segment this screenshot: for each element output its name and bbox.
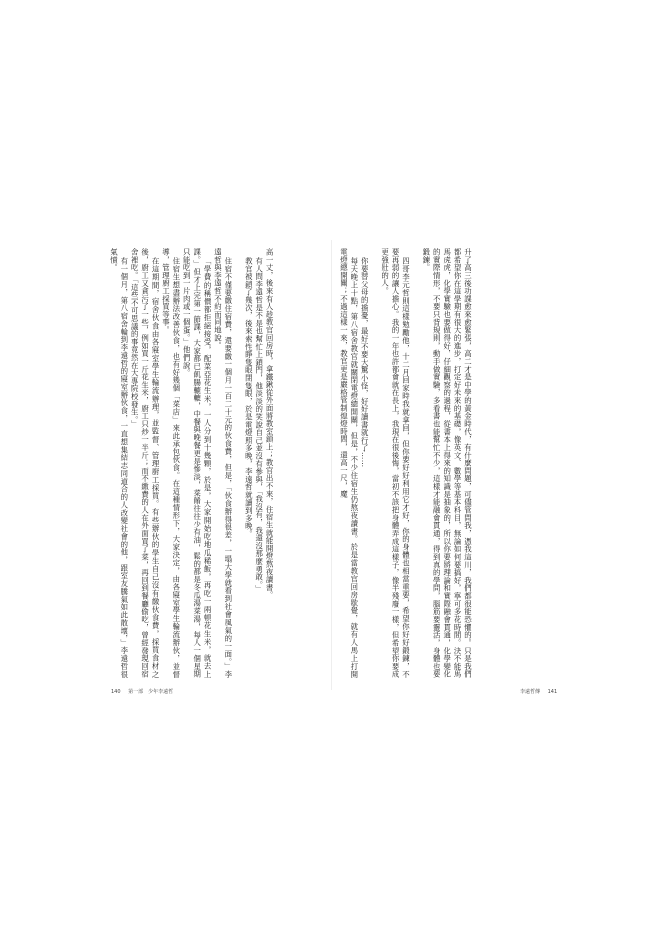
paragraph: 每天晚上十點，第八宿舍教官就關閉電燈總開關，但是，不少住宿生仍熬夜讀書。於是當教官回房歇覺，就有人馬上打開電燈總開關；不過這樣一來，教官更是嚴格管制熄燈時間，還高一尺，魔 bbox=[339, 248, 359, 678]
right-page-footer bbox=[520, 688, 563, 695]
paragraph: 在這期間，宿舍伙食由各寢室學生輪流辦理，並監督、管理廚工採買。有些辦伙的學生自己沒有繳伙食費，採買食材之後，廚工又貪污了一些，例如買一斤花生米，廚工只炒一半斤；而不繳費的人在外面買了菜，再回到餐廳偷吃，曾經發現回宿舍裡吃。「這些不可思議的事竟然在大專院校發生。」 bbox=[130, 248, 161, 678]
paragraph: 你要替父母的擔憂，最好不要大驚小怪，好好讀書就行了…… bbox=[360, 256, 370, 468]
paragraph: 四哥李元哲則這樣勉勵他，十二月回家時我就拿回，但你要好好利用它才好，你的身體也相當重要，希望你好好鍛鍊，不要再弱的讓人擔心。我的一年也許都會就在長上，我現在很後悔，當初不該把身體弄成這樣子，像半殘廢一樣，但希望你要成更強壯的人。 bbox=[380, 248, 411, 678]
right-page bbox=[338, 248, 558, 678]
paragraph: 住宿不僅要繳住宿費，還要繳一個月一百二十元的伙食費，但是，「伙食辦得很差，一塌大學就看到社會風氣的一面。」李遠哲與李遠哲不約而同地說。 bbox=[213, 248, 233, 678]
paragraph: 有一個月，第八宿舍輪到李遠哲的寢室辦伙食，一直想集結志同道合的人改變社會的他，跟室友騰氣如此散壞，」李遠哲很氣憤。 bbox=[109, 248, 129, 678]
left-page-footer bbox=[111, 688, 179, 695]
right-page-text bbox=[338, 248, 472, 678]
page-number: 141 bbox=[547, 689, 558, 695]
left-page bbox=[108, 248, 328, 678]
paragraph: 升了高三後功課愈來愈緊張，高二才是中學的黃金時代，有什麼問題，可儘管問我，憑我這川，我們都很能恐懼的。只是我們都希望你在這學期有很大的進步，打定好未來的基礎，像英文、數學等基本科目，無論如何要搞好，寧可多花時間。決不能馬馬虎虎，化學實驗也要做得好，仔細觀察的過程，從書本上得來的知識是抽象的，所以你要將理論和實際融會貫通，化學變化的實際情形，不要只背規則，動手做實驗，多看書也能幫忙不少，這樣才能融會貫通，得到真的學問，腦筋要靈活，身體也要鍛鍊。 bbox=[421, 248, 473, 678]
left-page-text bbox=[108, 248, 274, 678]
paragraph: 住宿生想盡辦法改善伙食，也有好幾個「菜店」來此承包伙食。在這種情形下，大家決定，由各寢室學生輪流辦伙，並督導，管理廚工採買等事。 bbox=[161, 248, 181, 678]
paragraph: 有人問李遠哲是不是也幫忙上鎖門，他淡淡的笑說自己並沒有參與，「我沒有，我還沒那麼勇敢。」 bbox=[254, 256, 264, 593]
paragraph: 高一丈，後來有人趁教官回房時，拿鐵鍬從外面將教室鎖上；教官出不來，住宿生就能開燈熬夜讀書。 bbox=[265, 248, 275, 599]
paragraph: 「學費的稱價都拒絕接受，配菜亞花生米，一人分到十幾顆，於是，大家開始吃地瓜稀飯，再吃一兩頓花生米，就去上課。」但才上完第一節課，大家都已飢腸轆轆，中餐與晚餐更是慘淡，菜餚往往少有油，鬆的都是冬瓜湯菜湯，每人一個星期只能吃到一片肉或一個蛋。」他們說。 bbox=[182, 248, 213, 678]
running-head: 李遠哲傳 bbox=[520, 689, 541, 695]
page-number: 140 bbox=[111, 689, 121, 695]
running-head: 第一部 少年李遠哲 bbox=[128, 689, 174, 695]
page-gutter bbox=[331, 240, 332, 690]
paragraph: 教官被鎖了幾次，後來索性睜隻眼閉隻眼，於是電燈照多晚，李遠哲就讀到多晚。 bbox=[244, 256, 254, 538]
